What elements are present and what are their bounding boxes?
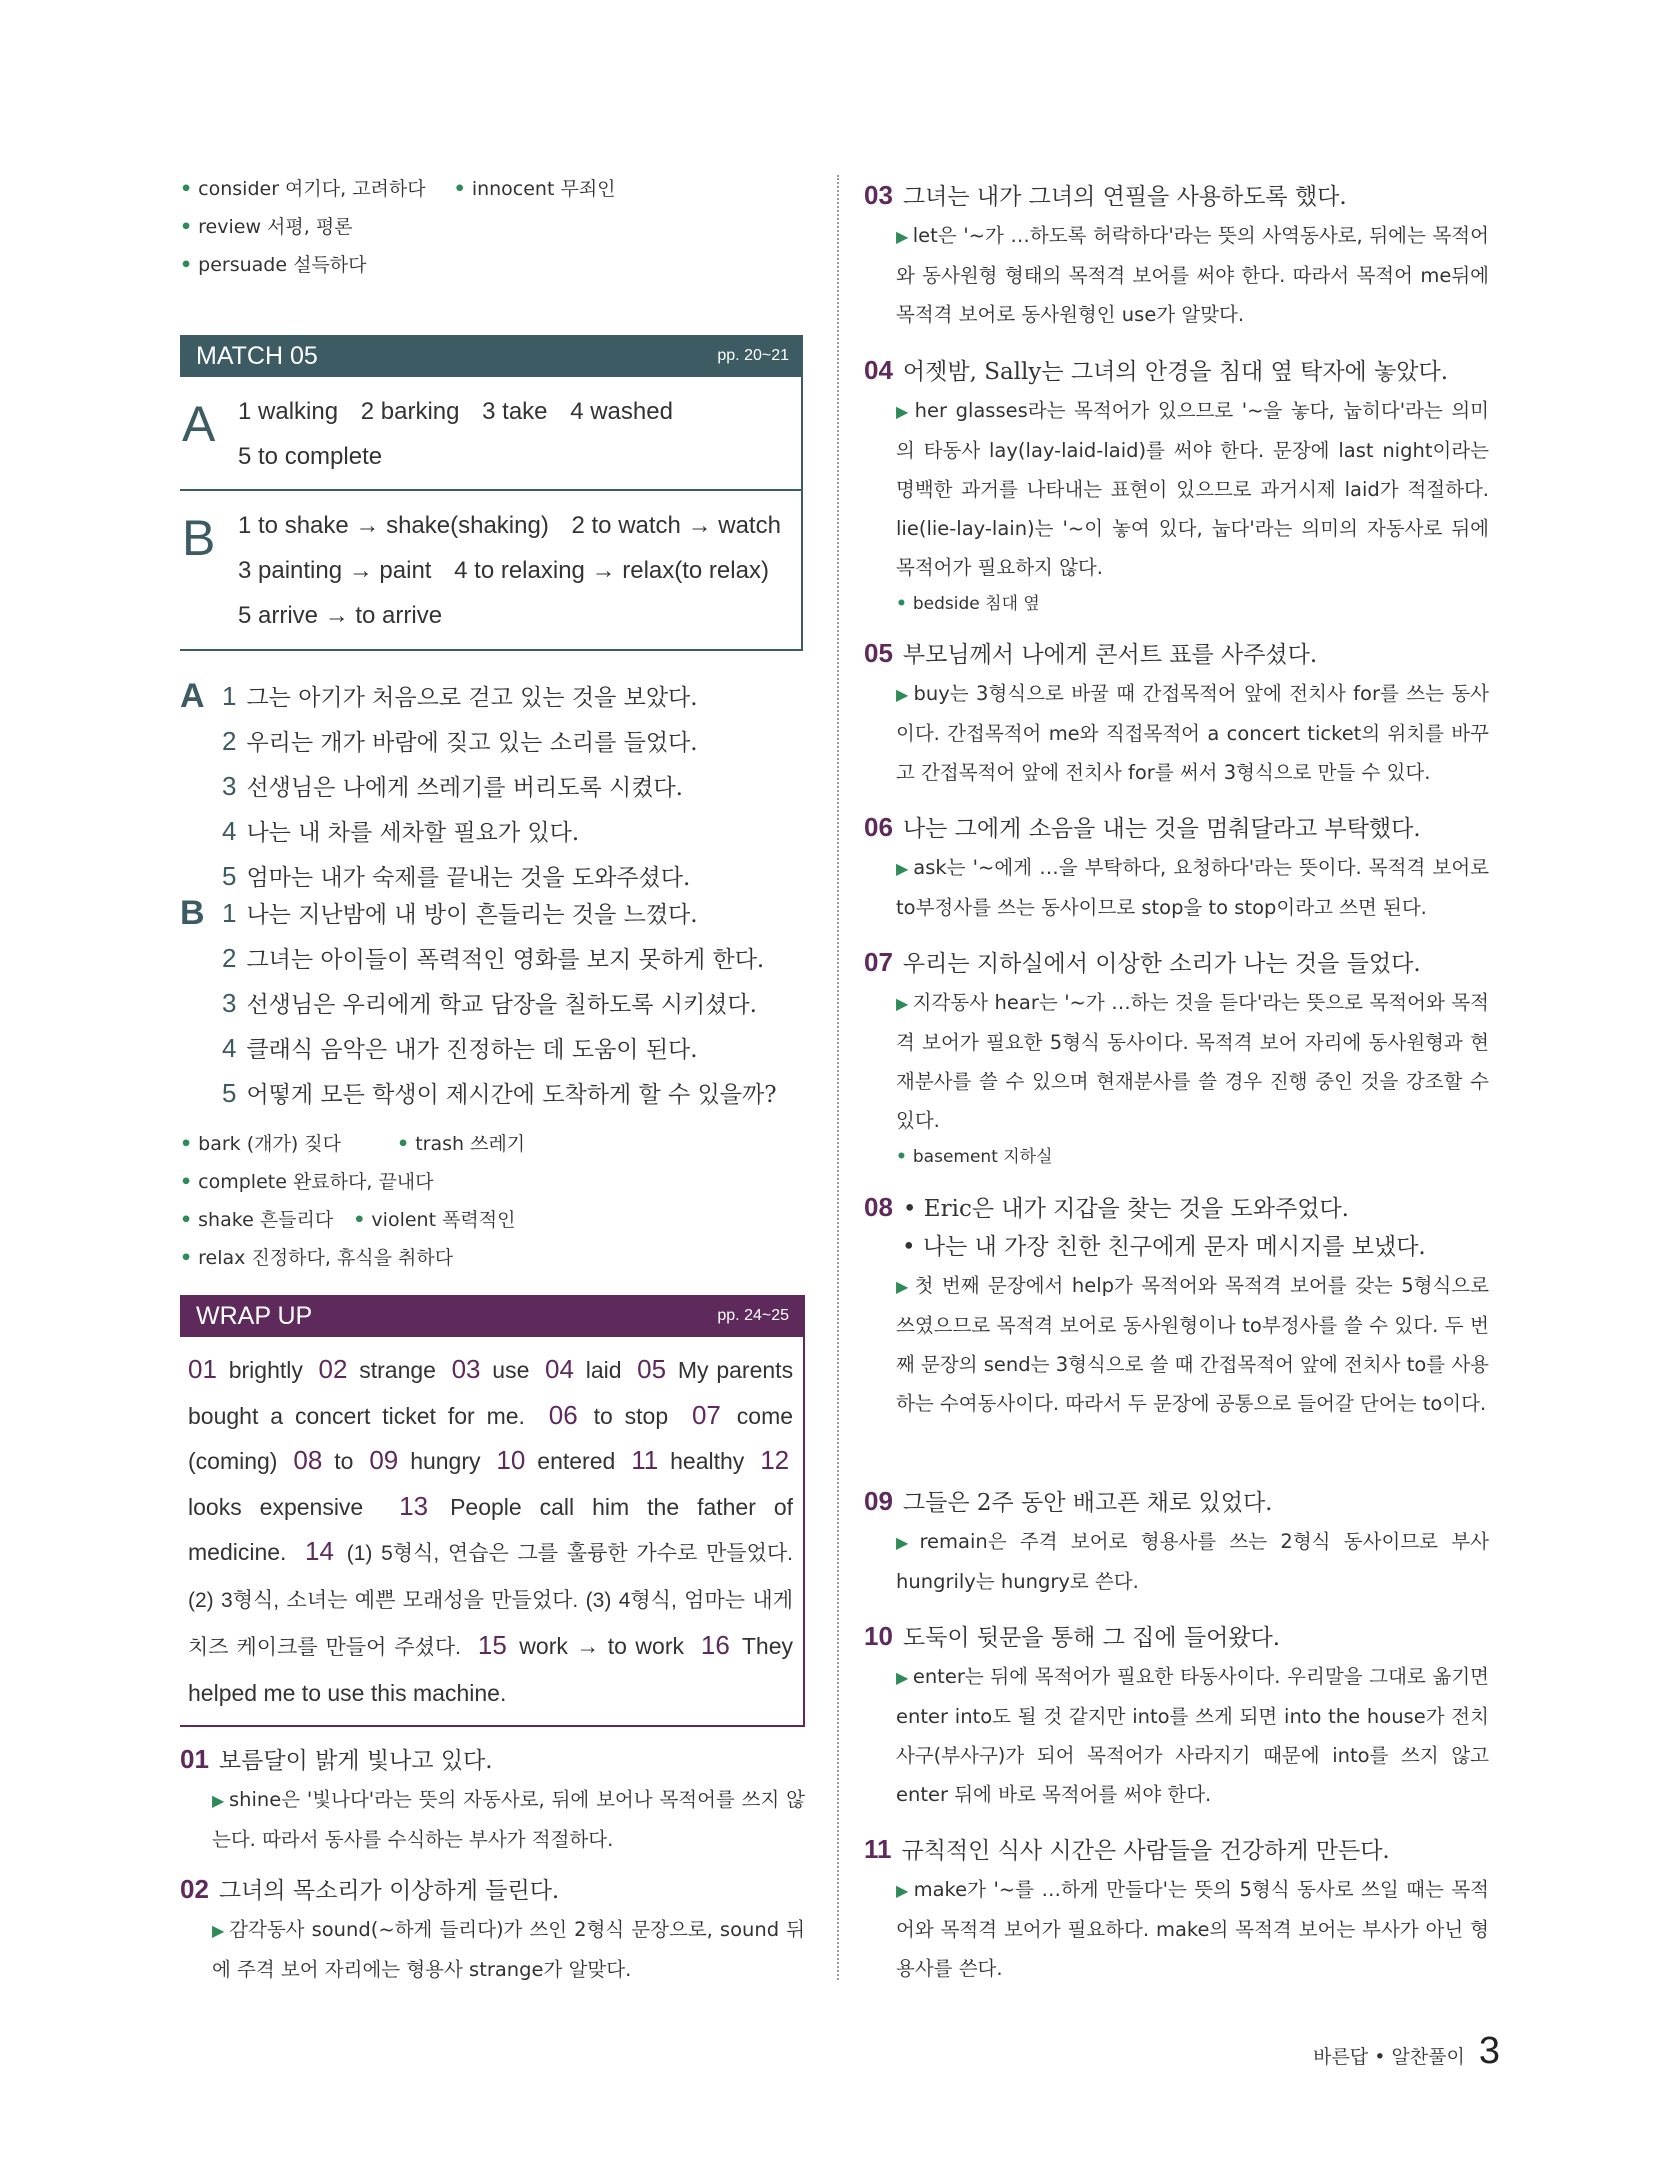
explanation: ▶ buy는 3형식으로 바꿀 때 간접목적어 앞에 전치사 for를 쓰는 동사이다. 간접목적어 me와 직접목적어 a concert ticket의 위치를 바꾸고 간접목적어 앞에 전치사 for를 써서 3형식으로 만들 수 있다.: [896, 682, 1489, 784]
page-footer: [1313, 2030, 1500, 2073]
vocab-note: • bedside 침대 옆: [896, 594, 1040, 614]
answer-item: 11 healthy: [631, 1445, 745, 1475]
explanation: ▶ 지각동사 hear는 '~가 …하는 것을 듣다'라는 뜻으로 목적어와 목적격 보어가 필요한 5형식 동사이다. 목적격 보어 자리에 동사원형과 현재분사를 쓸 수 있으며 현재분사를 쓸 경우 진행 중인 것을 강조할 수 있다.: [896, 991, 1489, 1132]
bullet-icon: •: [180, 1171, 193, 1193]
top-vocab-list: [180, 170, 805, 284]
explanation: ▶ 첫 번째 문장에서 help가 목적어와 목적격 보어를 갖는 5형식으로 쓰였으므로 목적격 보어로 동사원형이나 to부정사를 쓸 수 있다. 두 번째 문장의 send는 3형식으로 쓸 때 간접목적어 앞에 전치사 to를 사용하는 수여동사이다. 따라서 두 문장에 공통으로 들어갈 단어는 to이다.: [896, 1274, 1489, 1415]
explanation: ▶ shine은 '빛나다'라는 뜻의 자동사로, 뒤에 보어나 목적어를 쓰지 않는다. 따라서 동사를 수식하는 부사가 적절하다.: [212, 1788, 805, 1851]
match-b-answers: [238, 503, 801, 638]
answer-item: 14 (1) 5형식, 연습은 그를 훌륭한 가수로 만들었다. (2) 3형식, 소녀는 예쁜 모래성을 만들었다. (3) 4형식, 엄마는 내게 치즈 케이크를 만들어 주셨다.: [188, 1536, 794, 1659]
bullet-icon: •: [180, 1133, 193, 1155]
question-01: [180, 1740, 805, 1859]
answer-item: 05 My parents bought a concert ticket for me.: [188, 1354, 794, 1429]
wrap-up-box: [180, 1295, 805, 1727]
explanation: ▶ ask는 '~에게 …을 부탁하다, 요청하다'라는 뜻이다. 목적격 보어로 to부정사를 쓰는 동사이므로 stop을 to stop이라고 쓰면 된다.: [896, 856, 1489, 919]
translation-b: [180, 892, 803, 1117]
question-title: 10 도둑이 뒷문을 통해 그 집에 들어왔다.: [864, 1621, 1281, 1651]
answer-item: 4 washed: [570, 398, 673, 425]
bullet-icon: •: [353, 1209, 366, 1231]
wrap-up-answers: [180, 1337, 803, 1725]
translation-b-list: [222, 892, 803, 1117]
vocab-note: • basement 지하실: [896, 1147, 1053, 1167]
answer-item: 12 looks expensive: [188, 1445, 790, 1520]
question-10: [864, 1617, 1489, 1814]
translation-line: 3 선생님은 나에게 쓰레기를 버리도록 시켰다.: [222, 771, 683, 801]
answer-item: 10 entered: [496, 1445, 616, 1475]
match-title: MATCH 05: [196, 341, 318, 370]
explanation: ▶ remain은 주격 보어로 형용사를 쓰는 2형식 동사이므로 부사 hungrily는 hungry로 쓴다.: [896, 1530, 1489, 1593]
vocab-item: • violent 폭력적인: [353, 1209, 516, 1231]
translation-letter-a: A: [180, 677, 205, 715]
answer-item: 02 strange: [318, 1354, 436, 1384]
question-title: 07 우리는 지하실에서 이상한 소리가 나는 것을 들었다.: [864, 947, 1421, 977]
match-section-a: [180, 377, 803, 491]
triangle-icon: ▶: [896, 994, 909, 1013]
triangle-icon: ▶: [212, 1921, 226, 1940]
translation-line: 4 클래식 음악은 내가 진정하는 데 도움이 된다.: [222, 1033, 698, 1063]
bullet-icon: •: [397, 1133, 410, 1155]
explanation: ▶ let은 '~가 …하도록 허락하다'라는 뜻의 사역동사로, 뒤에는 목적어와 동사원형 형태의 목적격 보어를 써야 한다. 따라서 목적어 me뒤에 목적격 보어로 동사원형인 use가 알맞다.: [896, 224, 1489, 326]
answer-item: 2 barking: [360, 398, 460, 425]
answer-item: 09 hungry: [369, 1445, 481, 1475]
translation-line: 3 선생님은 우리에게 학교 담장을 칠하도록 시키셨다.: [222, 988, 757, 1018]
question-title: 06 나는 그에게 소음을 내는 것을 멈춰달라고 부탁했다.: [864, 812, 1421, 842]
match-pages: pp. 20~21: [717, 347, 789, 364]
page-number: 3: [1478, 2030, 1500, 2072]
bullet-icon: •: [896, 1147, 907, 1167]
triangle-icon: ▶: [896, 1881, 910, 1900]
translation-line: 5 엄마는 내가 숙제를 끝내는 것을 도와주셨다.: [222, 861, 691, 891]
triangle-icon: ▶: [896, 1533, 916, 1552]
match-section-b: [180, 491, 803, 651]
answer-item: 13 People call him the father of medicine.: [188, 1490, 794, 1565]
question-title: 09 그들은 2주 동안 배고픈 채로 있었다.: [864, 1486, 1273, 1516]
triangle-icon: ▶: [896, 402, 911, 421]
question-title: 05 부모님께서 나에게 콘서트 표를 사주셨다.: [864, 638, 1318, 668]
triangle-icon: ▶: [896, 859, 910, 878]
wrap-up-title: WRAP UP: [196, 1301, 313, 1330]
question-title-2: • 나는 내 가장 친한 친구에게 문자 메시지를 보냈다.: [902, 1234, 1426, 1260]
bullet-icon: •: [180, 1209, 193, 1231]
mid-vocab-list: [180, 1125, 805, 1277]
translation-line: 4 나는 내 차를 세차할 필요가 있다.: [222, 816, 580, 846]
triangle-icon: ▶: [896, 685, 910, 704]
answer-item: 04 laid: [545, 1354, 622, 1384]
question-title: 02 그녀의 목소리가 이상하게 들린다.: [180, 1874, 560, 1904]
answer-item: 3 painting → paint: [238, 557, 432, 584]
bullet-icon: •: [453, 178, 466, 200]
question-03: [864, 176, 1489, 334]
question-title: 08 • Eric은 내가 지갑을 찾는 것을 도와주었다.: [864, 1192, 1349, 1222]
wrap-up-pages: pp. 24~25: [717, 1307, 789, 1324]
question-title: 03 그녀는 내가 그녀의 연필을 사용하도록 했다.: [864, 180, 1347, 210]
vocab-item: • innocent 무죄인: [453, 178, 616, 200]
vocab-item: • trash 쓰레기: [397, 1133, 526, 1155]
answer-item: 1 to shake → shake(shaking): [238, 512, 549, 539]
translation-line: 2 우리는 개가 바람에 짖고 있는 소리를 들었다.: [222, 726, 698, 756]
triangle-icon: ▶: [896, 227, 909, 246]
question-06: [864, 808, 1489, 927]
answer-item: 01 brightly: [188, 1354, 303, 1384]
answer-item: 03 use: [451, 1354, 530, 1384]
question-title: 01 보름달이 밝게 빛나고 있다.: [180, 1744, 493, 1774]
answer-item: 07 come (coming): [188, 1399, 794, 1474]
triangle-icon: ▶: [212, 1791, 225, 1810]
question-02: [180, 1870, 805, 1989]
translation-line: 2 그녀는 아이들이 폭력적인 영화를 보지 못하게 한다.: [222, 943, 765, 973]
translation-line: 1 나는 지난밤에 내 방이 흔들리는 것을 느꼈다.: [222, 898, 698, 928]
match-a-answers: [238, 389, 801, 479]
question-11: [864, 1830, 1489, 1988]
bullet-icon: •: [180, 216, 193, 238]
question-05: [864, 634, 1489, 792]
match-box: [180, 335, 803, 651]
answer-item: 1 walking: [238, 398, 339, 425]
question-09: [864, 1482, 1489, 1601]
answer-item: 15 work → to work: [477, 1630, 684, 1660]
section-letter-b: B: [182, 510, 216, 566]
question-07: [864, 943, 1489, 1174]
question-04: [864, 351, 1489, 621]
answer-item: 3 take: [482, 398, 548, 425]
wrap-up-header: [180, 1295, 803, 1337]
column-divider: [837, 175, 839, 1980]
vocab-item: • persuade 설득하다: [180, 254, 367, 276]
translation-line: 1 그는 아기가 처음으로 걷고 있는 것을 보았다.: [222, 681, 698, 711]
explanation: ▶ enter는 뒤에 목적어가 필요한 타동사이다. 우리말을 그대로 옮기면 enter into도 될 것 같지만 into를 쓰게 되면 into the house가 전치사구(부사구)가 되어 목적어가 사라지기 때문에 into를 쓰지 않고 enter 뒤에 바로 목적어를 써야 한다.: [896, 1665, 1489, 1806]
answer-item: 16 They helped me to use this machine.: [188, 1630, 794, 1706]
vocab-item: • relax 진정하다, 휴식을 취하다: [180, 1247, 454, 1269]
answer-item: 2 to watch → watch: [571, 512, 781, 539]
answer-item: 06 to stop: [548, 1399, 669, 1430]
translation-a-list: [222, 675, 803, 900]
translation-a: [180, 675, 803, 900]
question-08: [864, 1188, 1489, 1423]
answer-item: 5 arrive → to arrive: [238, 602, 443, 629]
triangle-icon: ▶: [896, 1668, 909, 1687]
explanation: ▶ make가 '~를 …하게 만들다'는 뜻의 5형식 동사로 쓰일 때는 목적어와 목적격 보어가 필요하다. make의 목적격 보어는 부사가 아닌 형용사를 쓴다.: [896, 1878, 1489, 1980]
vocab-item: • complete 완료하다, 끝내다: [180, 1171, 434, 1193]
bullet-icon: •: [896, 594, 907, 614]
answer-item: 4 to relaxing → relax(to relax): [454, 557, 769, 584]
explanation: ▶ her glasses라는 목적어가 있으므로 '~을 놓다, 눕히다'라는 의미의 타동사 lay(lay-laid-laid)를 써야 한다. 문장에 last night이라는 명백한 과거를 나타내는 표현이 있으므로 과거시제 laid가 적절하다. lie(lie-lay-lain)는 '~이 놓여 있다, 눕다'라는 의미의 자동사로 뒤에 목적어가 필요하지 않다.: [896, 399, 1490, 579]
question-title: 11 규칙적인 식사 시간은 사람들을 건강하게 만든다.: [864, 1834, 1390, 1864]
question-title: 04 어젯밤, Sally는 그녀의 안경을 침대 옆 탁자에 놓았다.: [864, 355, 1449, 385]
translation-letter-b: B: [180, 894, 205, 932]
bullet-icon: •: [180, 1247, 193, 1269]
explanation: ▶ 감각동사 sound(~하게 들리다)가 쓰인 2형식 문장으로, sound 뒤에 주격 보어 자리에는 형용사 strange가 알맞다.: [212, 1918, 805, 1981]
vocab-item: • bark (개가) 짖다: [180, 1133, 341, 1155]
vocab-item: • review 서평, 평론: [180, 216, 353, 238]
translation-line: 5 어떻게 모든 학생이 제시간에 도착하게 할 수 있을까?: [222, 1078, 777, 1108]
triangle-icon: ▶: [896, 1277, 911, 1296]
match-header: [180, 335, 803, 377]
vocab-item: • consider 여기다, 고려하다: [180, 178, 426, 200]
answer-item: 08 to: [293, 1445, 354, 1475]
section-letter-a: A: [182, 396, 216, 452]
vocab-item: • shake 흔들리다: [180, 1209, 334, 1231]
answer-item: 5 to complete: [238, 443, 383, 470]
bullet-icon: •: [180, 178, 193, 200]
bullet-icon: •: [180, 254, 193, 276]
footer-text: 바른답 • 알찬풀이: [1313, 2046, 1465, 2068]
